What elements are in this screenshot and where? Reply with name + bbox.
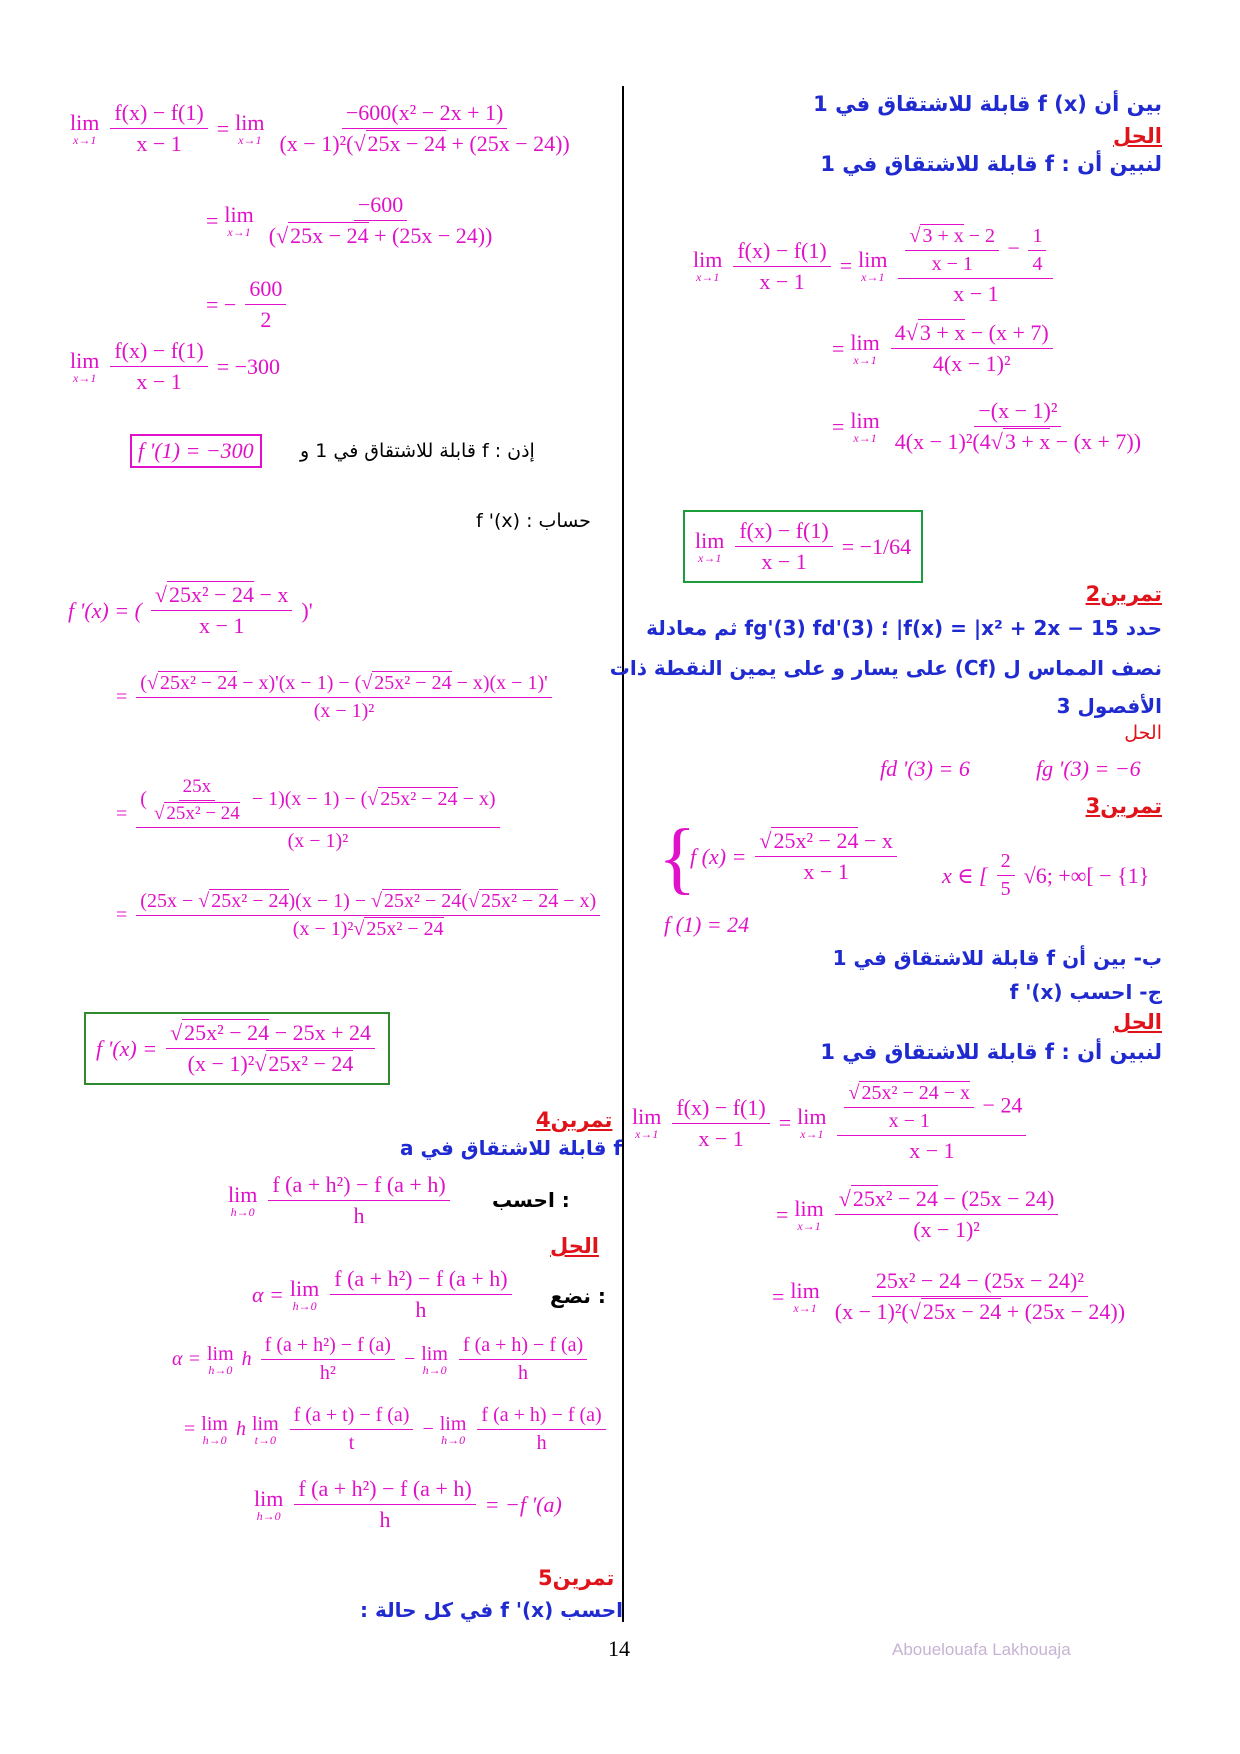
- ex4-result-line: lim h→0 $\frac{\text{f (a + h²) − f (a + h)}}{h}$ = −f '(a): [254, 1476, 562, 1532]
- derivative-line-3: = ( $\frac{25x}{\text{√ 25x² − 24}}$ − 1)(x − 1) − (√ 25x² − 24 − x) (x − 1)²: [116, 776, 503, 853]
- ex3-lets-show: لنبين أن : f قابلة للاشتقاق في 1: [820, 1040, 1162, 1064]
- ex4-put-label: نضع :: [550, 1284, 606, 1308]
- left-limit-line-1: lim x→1 $\frac{f(x) - f(1)}{x - 1}$ = lim x→1 $\frac{\text{−600(x² − 2x + 1)}}{\text{(x − 1)²(√25x − 24 + (25x − 24))}}$: [70, 100, 570, 156]
- ex4-alpha-step-1: α = lim h→0 h $\frac{\text{f (a + h²) − f (a)}}{\text{h²}}$ − lim h→0 $\frac{f (a + h) - f (a)}{h}$: [172, 1334, 590, 1385]
- ex3-definition-1: f (x) = $\frac{\text{√25x² − 24 − x}}{x - 1}$: [690, 828, 900, 885]
- ex1-statement: بين أن f (x) قابلة للاشتقاق في 1: [813, 92, 1162, 116]
- ex4-expression: lim h→0 $\frac{\text{f (a + h²) − f (a + h)}}{h}$: [228, 1172, 453, 1229]
- ex3-limit-line-2: = lim x→1 $\frac{\text{√25x² − 24 − (25x − 24)}}{\text{(x − 1)²}}$: [776, 1186, 1061, 1243]
- ex1-lets-show: لنبين أن : f قابلة للاشتقاق في 1: [820, 152, 1162, 176]
- column-divider: [622, 86, 624, 1622]
- ex5-title: تمرين5: [538, 1566, 615, 1590]
- ex3-limit-line-3: = lim x→1 $\frac{\text{25x² − 24 − (25x − 24)²}}{\text{(x − 1)²(√25x − 24 + (25x − 24))}}$: [772, 1268, 1126, 1324]
- ex1-result-box: lim x→1 $\frac{f(x) - f(1)}{x - 1}$ = −1/64: [683, 510, 923, 583]
- ex2-solution-label: الحل: [1124, 722, 1162, 744]
- ex2-line-2: نصف المماس ل (Cf) على يسار و على يمين النقطة ذات: [609, 656, 1162, 680]
- derivative-line-2: = $\frac{\text{(√ 25x² − 24 − x)'(x − 1) − (√ 25x² − 24 − x)(x − 1)'}}{\text{(x − 1)²}}$: [116, 672, 555, 723]
- ex4-solution-label: الحل: [550, 1234, 599, 1258]
- ex3-title: تمرين3: [1085, 794, 1162, 818]
- limit-operator: lim x→1: [693, 247, 723, 284]
- ex2-line-3: الأفصول 3: [1056, 694, 1162, 718]
- ex4-statement: f قابلة للاشتقاق في a: [400, 1136, 623, 1160]
- left-limit-line-2: = lim x→1 $\frac{-600}{(√25x - 24 + (25x - 24))}$: [206, 192, 493, 248]
- ex4-compute-label: احسب :: [492, 1188, 570, 1212]
- ex2-result-g: fg '(3) = −6: [1036, 756, 1141, 781]
- ex4-alpha-step-2: = lim h→0 h lim t→0 $\frac{f (a + t) - f (a)}{t}$ − lim h→0 $\frac{f (a + h) - f (a)}{h}$: [184, 1404, 609, 1455]
- left-limit-value: = −300: [216, 353, 281, 379]
- ex5-statement: احسب f '(x) في كل حالة :: [360, 1598, 623, 1622]
- ex1-solution-label: الحل: [1113, 124, 1162, 148]
- compute-label: حساب : f '(x): [476, 510, 591, 532]
- ex1-limit-line-2: = lim x→1 $\frac{4√3 + x - (x + 7)}{\text{4(x − 1)²}}$: [832, 320, 1056, 377]
- ex3-part-c: ج- احسب f '(x): [1009, 980, 1162, 1004]
- system-brace: {: [658, 814, 697, 902]
- ex2-line-1: حدد f(x) = |x² + 2x − 15| ؛ fg'(3) fd'(3) ثم معادلة: [646, 616, 1162, 640]
- author-watermark: Abouelouafa Lakhouaja: [892, 1640, 1071, 1659]
- left-limit-line-3: = − $\frac{600}{2}$: [206, 276, 289, 333]
- conclusion-text: إذن : f قابلة للاشتقاق في 1 و: [300, 440, 535, 462]
- ex2-result-d: fd '(3) = 6: [880, 756, 970, 781]
- derivative-line-4: = $\frac{\text{(25x − √ 25x² − 24)(x − 1) − √ 25x² − 24(√ 25x² − 24 − x)}}{\text{(x − 1)²√ 25x² − 24}}$: [116, 890, 603, 941]
- conclusion-box: f '(1) = −300: [130, 434, 262, 468]
- ex2-title: تمرين2: [1085, 582, 1162, 606]
- ex3-part-b: ب- بين أن f قابلة للاشتقاق في 1: [832, 946, 1162, 970]
- ex1-limit-line-3: = lim x→1 $\frac{\text{−(x − 1)²}}{\text{4(x − 1)²(4√3 + x − (x + 7))}}$: [832, 398, 1142, 454]
- ex1-limit-line-1: lim x→1 $\frac{f(x) - f(1)}{x - 1}$ = lim x→1 $\frac{√ 3 + x - 2}{x - 1}$ − $\frac{1}{4}$ x − 1: [693, 225, 1056, 307]
- left-limit-result: lim x→1 $\frac{f(x) - f(1)}{x - 1}$ = −300: [70, 338, 281, 394]
- page-number: 14: [608, 1636, 630, 1661]
- derivative-result-box: f '(x) = $\frac{\text{√25x² − 24 − 25x + 24}}{\text{(x − 1)²√25x² − 24}}$: [84, 1012, 390, 1085]
- ex4-title: تمرين4: [536, 1108, 613, 1132]
- derivative-line-1: f '(x) = ( $\frac{\text{√25x² − 24 − x}}{x - 1}$ )': [68, 582, 313, 638]
- ex3-limit-line-1: lim x→1 $\frac{f(x) - f(1)}{x - 1}$ = lim x→1 $\frac{\text{√ 25x² − 24 − x}}{x - 1}$ − 24 x − 1: [632, 1082, 1029, 1164]
- ex3-definition-2: f (1) = 24: [664, 912, 750, 937]
- ex1-result-value: = −1/64: [841, 533, 912, 559]
- ex3-solution-label: الحل: [1113, 1010, 1162, 1034]
- ex4-alpha-def: α = lim h→0 $\frac{\text{f (a + h²) − f (a + h)}}{h}$: [252, 1266, 515, 1323]
- ex3-domain: x ∈ [ $\frac{2}{5}$ √6; +∞[ − {1}: [942, 850, 1150, 900]
- ex4-result-value: = −f '(a): [484, 1491, 562, 1517]
